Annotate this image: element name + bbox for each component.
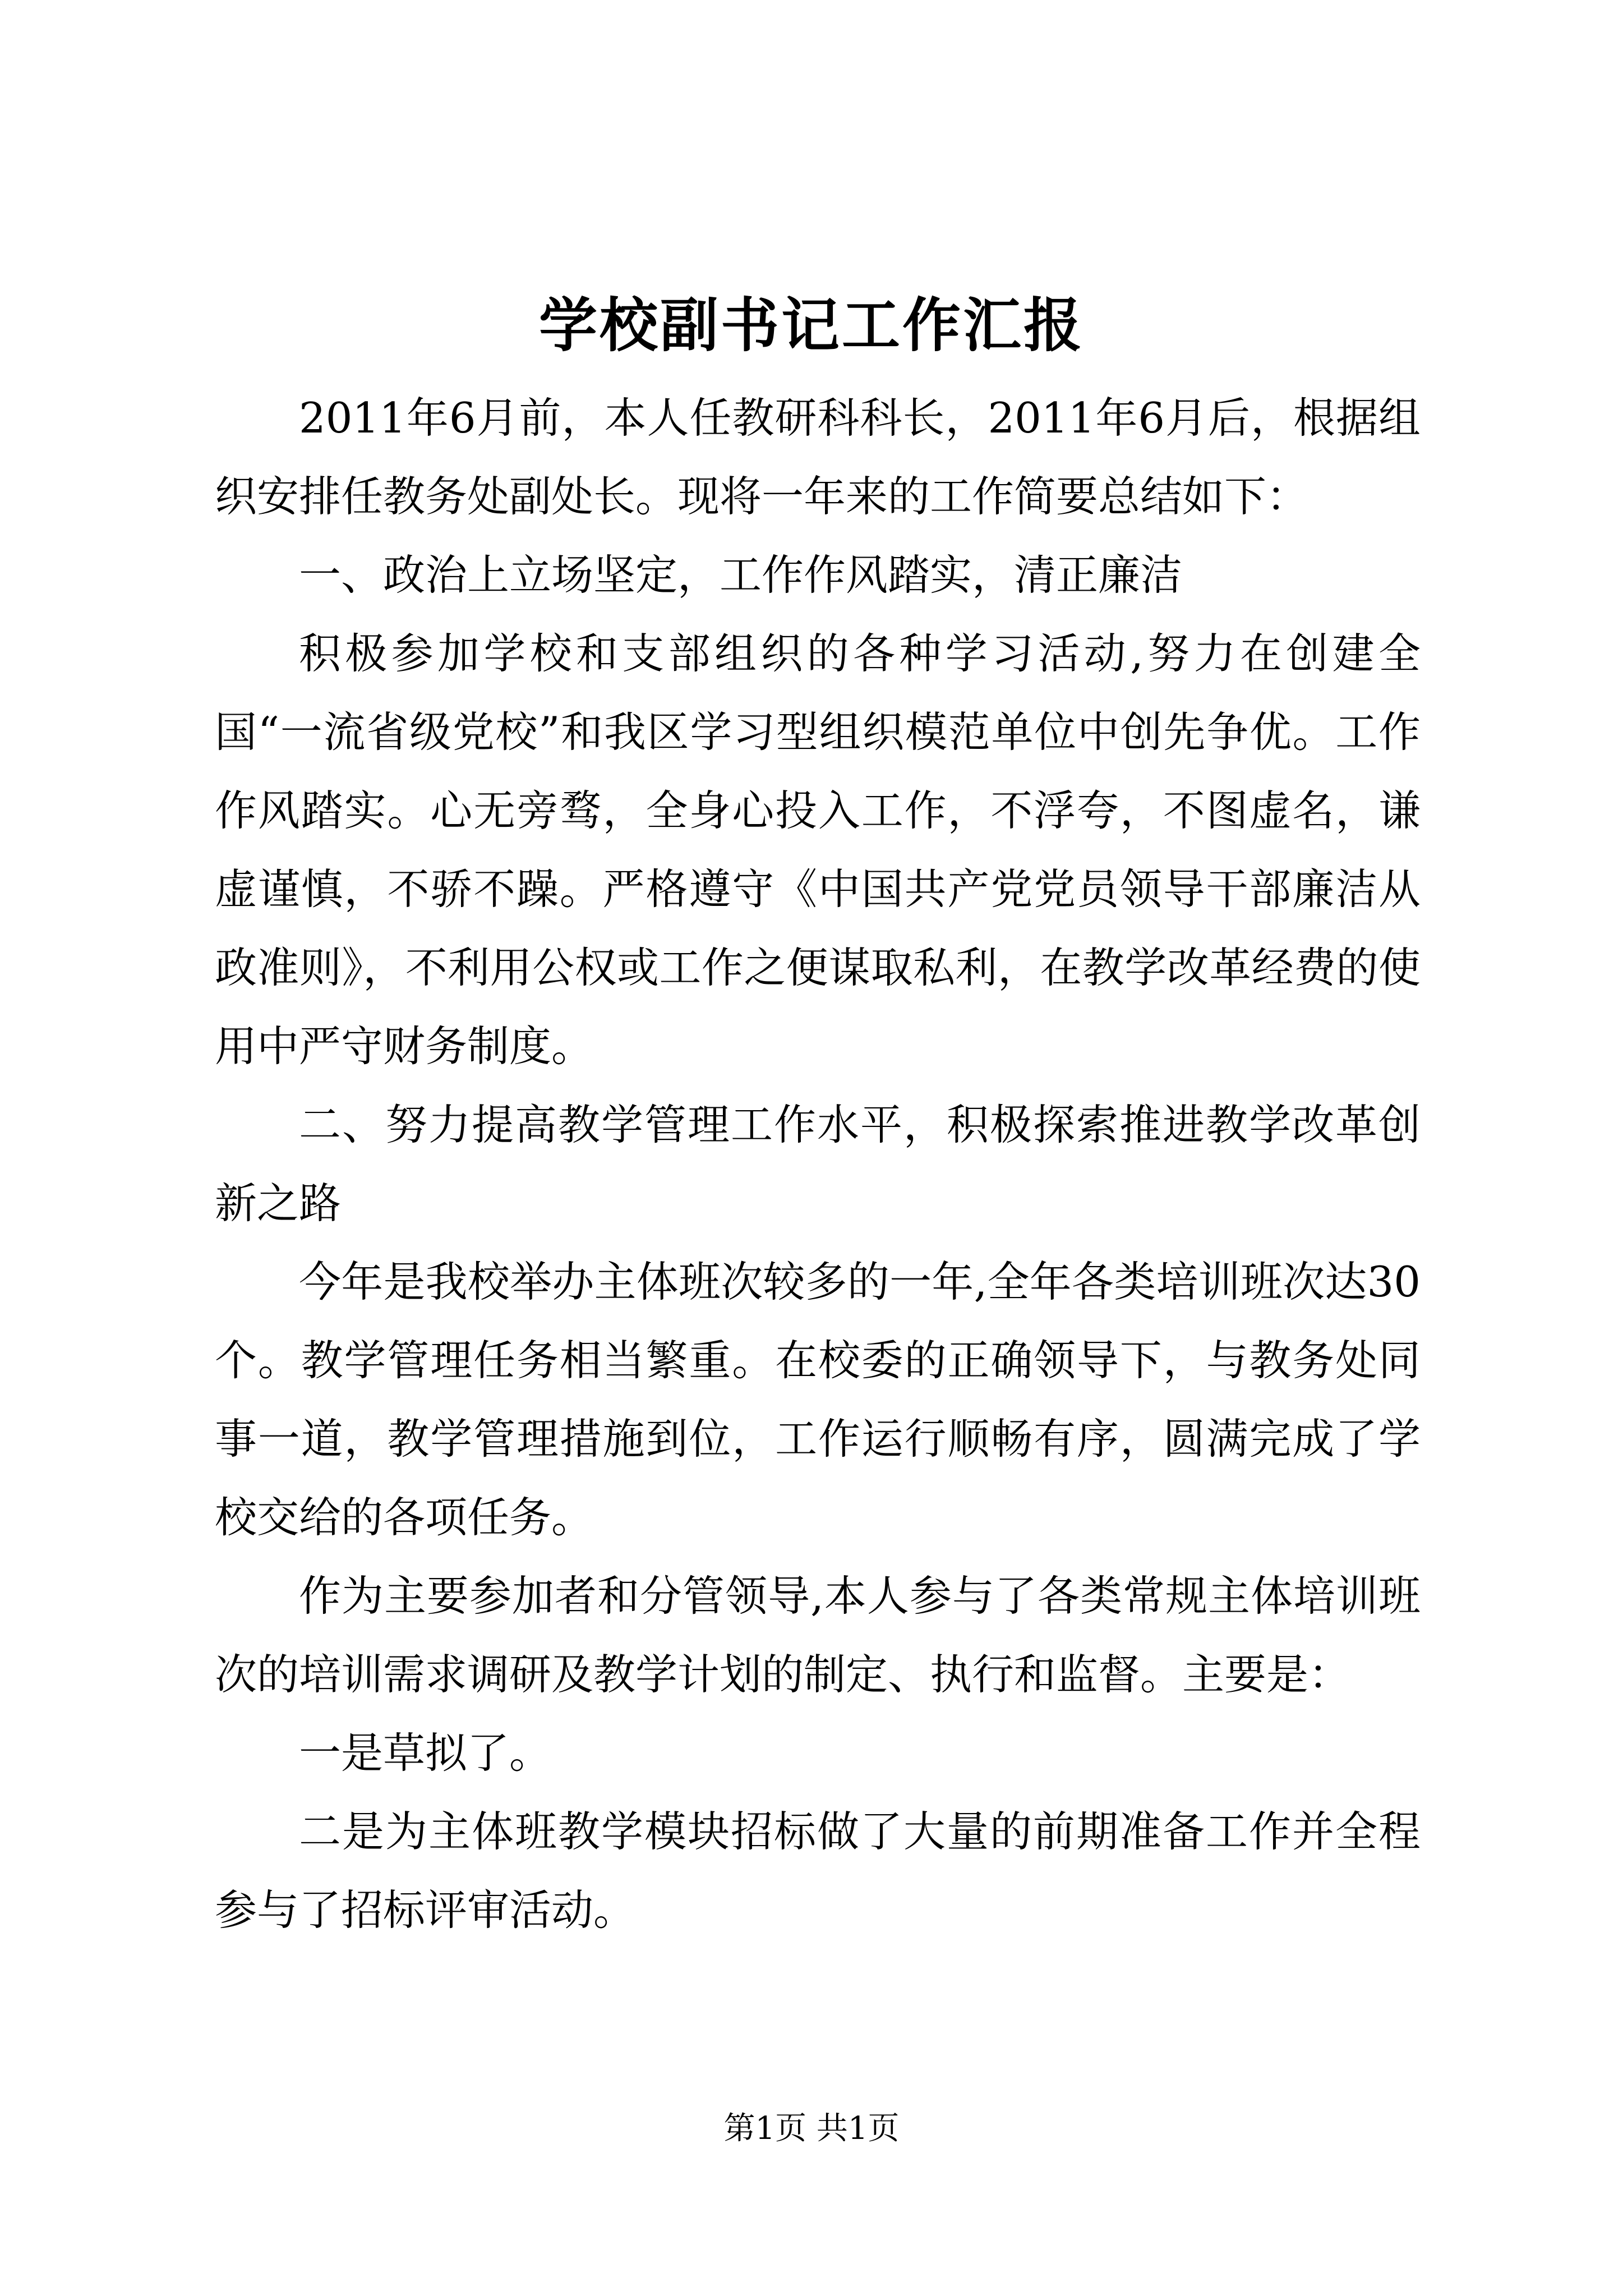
page-footer: 第1页 共1页 xyxy=(723,2110,900,2147)
document-title: 学校副书记工作汇报 xyxy=(538,291,1084,360)
section-heading: 二、努力提高教学管理工作水平，积极探索推进教学改革创新之路 xyxy=(215,1100,1421,1228)
paragraph: 2011年6月前，本人任教研科科长，2011年6月后，根据组织安排任教务处副处长。现将一年来的工作简要总结如下： xyxy=(215,393,1421,521)
section-heading: 一、政治上立场坚定，工作作风踏实，清正廉洁 xyxy=(299,550,1183,600)
document-body xyxy=(215,379,1421,1949)
paragraph: 积极参加学校和支部组织的各种学习活动,努力在创建全国“一流省级党校”和我区学习型组织模范单位中创先争优。工作作风踏实。心无旁骛，全身心投入工作，不浮夸，不图虚名，谦虚谨慎，不骄不躁。严格遵守《中国共产党党员领导干部廉洁从政准则》，不利用公权或工作之便谋取私利，在教学改革经费的使用中严守财务制度。 xyxy=(215,629,1421,1071)
paragraph: 作为主要参加者和分管领导,本人参与了各类常规主体培训班次的培训需求调研及教学计划的制定、执行和监督。主要是： xyxy=(215,1571,1421,1699)
paragraph: 一是草拟了。 xyxy=(299,1728,552,1778)
paragraph: 二是为主体班教学模块招标做了大量的前期准备工作并全程参与了招标评审活动。 xyxy=(215,1807,1421,1935)
paragraph: 今年是我校举办主体班次较多的一年,全年各类培训班次达30个。教学管理任务相当繁重。在校委的正确领导下，与教务处同事一道，教学管理措施到位，工作运行顺畅有序，圆满完成了学校交给的各项任务。 xyxy=(215,1257,1421,1542)
